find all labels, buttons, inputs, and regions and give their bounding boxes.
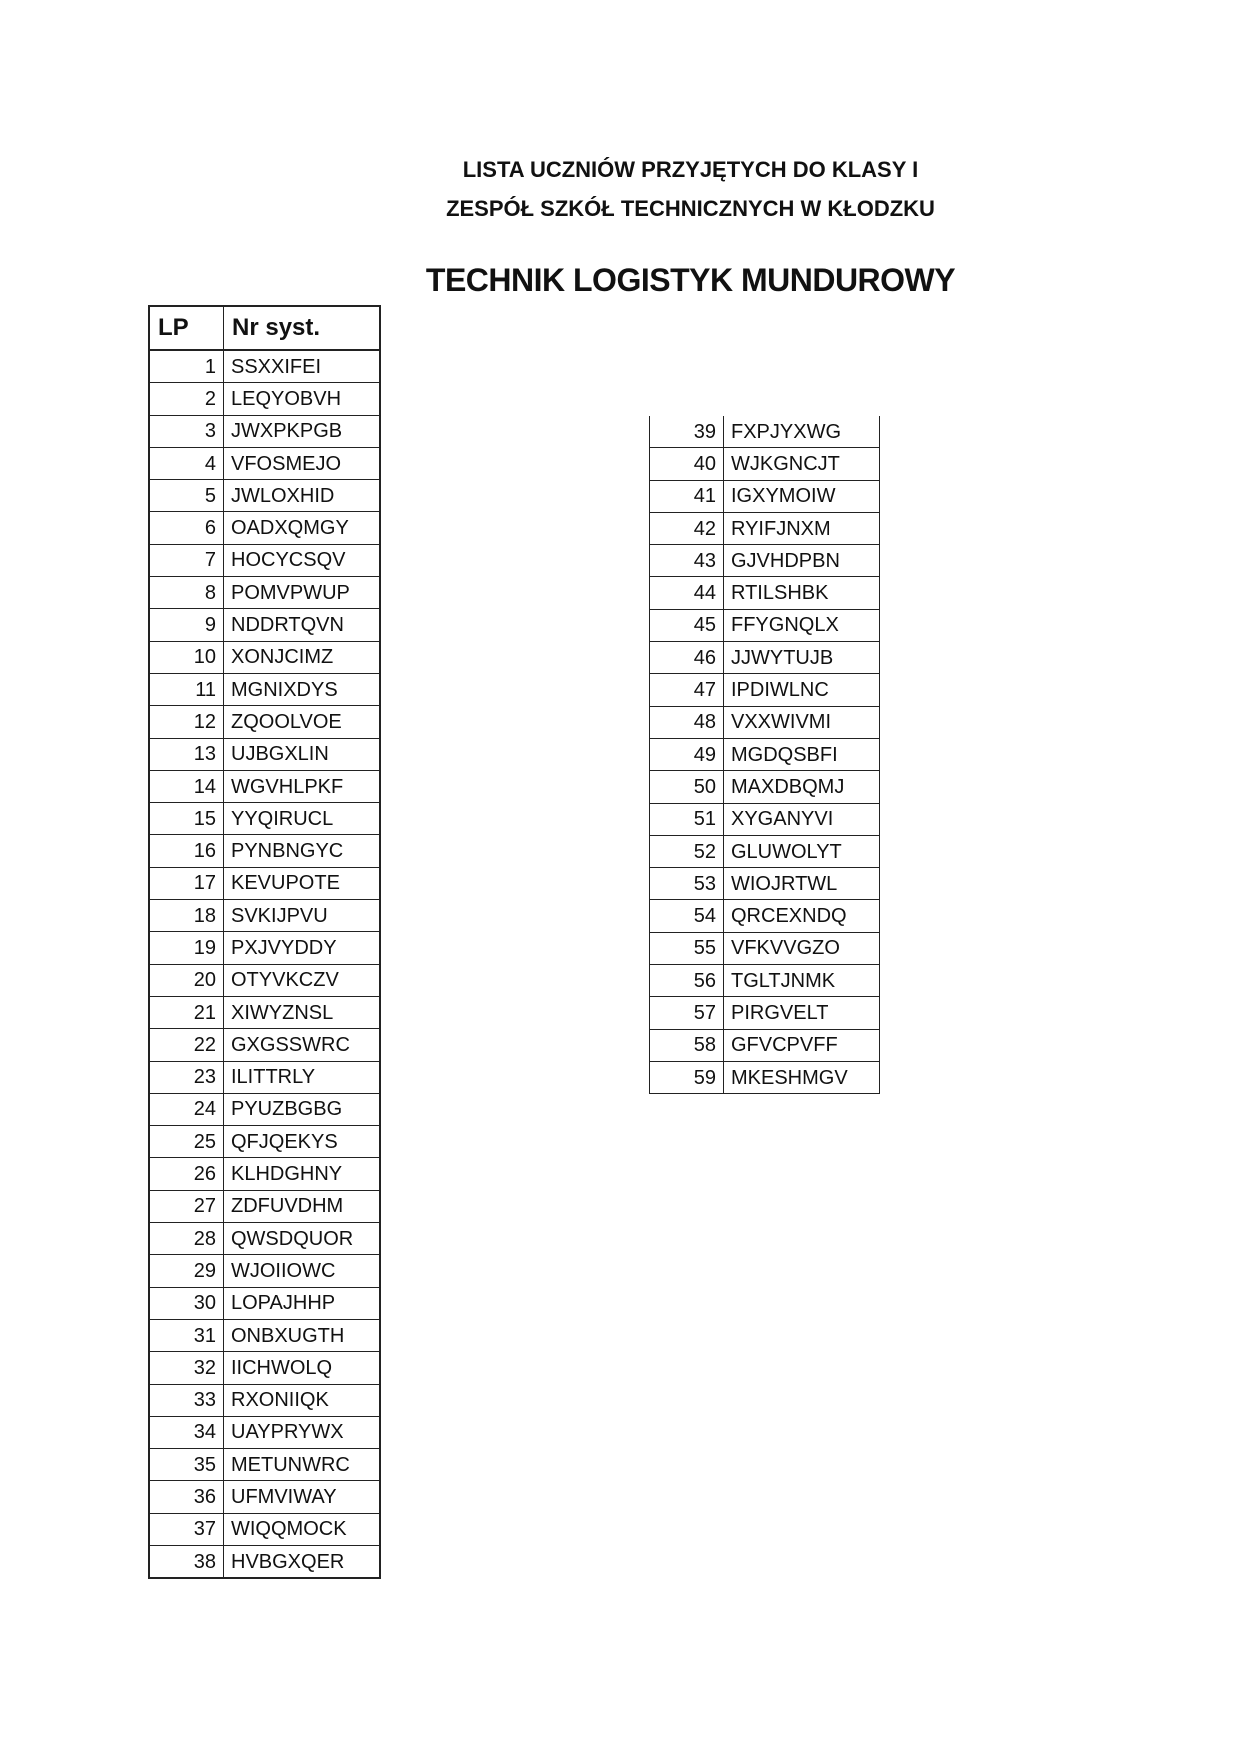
system-number: IICHWOLQ	[224, 1352, 381, 1384]
system-number: METUNWRC	[224, 1449, 381, 1481]
row-number: 21	[149, 996, 224, 1028]
table-row	[650, 965, 880, 997]
table-row	[650, 416, 880, 448]
table-row	[650, 609, 880, 641]
table-row	[650, 706, 880, 738]
table-row	[149, 577, 380, 609]
table-row	[149, 932, 380, 964]
students-table-left	[148, 305, 381, 1579]
list-heading: LISTA UCZNIÓW PRZYJĘTYCH DO KLASY I	[462, 157, 919, 182]
system-number: IPDIWLNC	[724, 674, 880, 706]
system-number: GJVHDPBN	[724, 545, 880, 577]
table-row	[149, 512, 380, 544]
system-number: GLUWOLYT	[724, 835, 880, 867]
system-number: OADXQMGY	[224, 512, 381, 544]
system-number: ZQOOLVOE	[224, 706, 381, 738]
school-name: ZESPÓŁ SZKÓŁ TECHNICZNYCH W KŁODZKU	[446, 196, 935, 221]
system-number: UJBGXLIN	[224, 738, 381, 770]
page-title: TECHNIK LOGISTYK MUNDUROWY	[425, 262, 956, 298]
row-number: 48	[650, 706, 724, 738]
system-number: QFJQEKYS	[224, 1126, 381, 1158]
row-number: 25	[149, 1126, 224, 1158]
row-number: 50	[650, 771, 724, 803]
table-row	[149, 1223, 380, 1255]
table-row	[149, 1126, 380, 1158]
row-number: 59	[650, 1061, 724, 1093]
system-number: HOCYCSQV	[224, 544, 381, 576]
row-number: 27	[149, 1190, 224, 1222]
row-number: 24	[149, 1093, 224, 1125]
table-row	[149, 350, 380, 383]
system-number: IGXYMOIW	[724, 480, 880, 512]
row-number: 47	[650, 674, 724, 706]
table-row	[149, 1255, 380, 1287]
system-number: POMVPWUP	[224, 577, 381, 609]
system-number: NDDRTQVN	[224, 609, 381, 641]
row-number: 40	[650, 448, 724, 480]
row-number: 2	[149, 383, 224, 415]
row-number: 32	[149, 1352, 224, 1384]
system-number: PYUZBGBG	[224, 1093, 381, 1125]
system-number: PYNBNGYC	[224, 835, 381, 867]
row-number: 4	[149, 447, 224, 479]
row-number: 30	[149, 1287, 224, 1319]
system-number: SSXXIFEI	[224, 350, 381, 383]
table-row	[650, 480, 880, 512]
system-number: WIOJRTWL	[724, 868, 880, 900]
system-number: MAXDBQMJ	[724, 771, 880, 803]
row-number: 19	[149, 932, 224, 964]
row-number: 46	[650, 642, 724, 674]
table-row	[149, 544, 380, 576]
row-number: 15	[149, 803, 224, 835]
table-row	[650, 803, 880, 835]
row-number: 14	[149, 770, 224, 802]
system-number: MGDQSBFI	[724, 738, 880, 770]
row-number: 45	[650, 609, 724, 641]
table-row	[149, 803, 380, 835]
row-number: 44	[650, 577, 724, 609]
row-number: 20	[149, 964, 224, 996]
system-number: MGNIXDYS	[224, 673, 381, 705]
table-row	[149, 900, 380, 932]
table-row	[650, 545, 880, 577]
table-row	[650, 1061, 880, 1093]
system-number: VXXWIVMI	[724, 706, 880, 738]
column-header-nr-syst: Nr syst.	[224, 306, 381, 350]
system-number: RTILSHBK	[724, 577, 880, 609]
row-number: 1	[149, 350, 224, 383]
row-number: 49	[650, 738, 724, 770]
row-number: 3	[149, 415, 224, 447]
table-row	[650, 738, 880, 770]
system-number: ONBXUGTH	[224, 1319, 381, 1351]
system-number: JJWYTUJB	[724, 642, 880, 674]
table-row	[149, 383, 380, 415]
row-number: 37	[149, 1513, 224, 1545]
system-number: HVBGXQER	[224, 1545, 381, 1578]
system-number: ILITTRLY	[224, 1061, 381, 1093]
row-number: 28	[149, 1223, 224, 1255]
row-number: 5	[149, 480, 224, 512]
table-row	[650, 997, 880, 1029]
system-number: SVKIJPVU	[224, 900, 381, 932]
system-number: WGVHLPKF	[224, 770, 381, 802]
table-row	[149, 996, 380, 1028]
system-number: KEVUPOTE	[224, 867, 381, 899]
row-number: 41	[650, 480, 724, 512]
system-number: XONJCIMZ	[224, 641, 381, 673]
system-number: LEQYOBVH	[224, 383, 381, 415]
row-number: 38	[149, 1545, 224, 1578]
row-number: 6	[149, 512, 224, 544]
table-row	[149, 673, 380, 705]
table-row	[149, 1481, 380, 1513]
row-number: 9	[149, 609, 224, 641]
table-row	[650, 900, 880, 932]
table-row	[650, 642, 880, 674]
table-row	[650, 448, 880, 480]
row-number: 16	[149, 835, 224, 867]
table-row	[650, 835, 880, 867]
table-row	[149, 1061, 380, 1093]
row-number: 13	[149, 738, 224, 770]
row-number: 18	[149, 900, 224, 932]
system-number: LOPAJHHP	[224, 1287, 381, 1319]
row-number: 42	[650, 512, 724, 544]
column-header-lp: LP	[149, 306, 224, 350]
row-number: 8	[149, 577, 224, 609]
row-number: 52	[650, 835, 724, 867]
table-row	[149, 835, 380, 867]
system-number: XIWYZNSL	[224, 996, 381, 1028]
system-number: WIQQMOCK	[224, 1513, 381, 1545]
row-number: 43	[650, 545, 724, 577]
row-number: 56	[650, 965, 724, 997]
table-row	[149, 641, 380, 673]
row-number: 10	[149, 641, 224, 673]
system-number: PIRGVELT	[724, 997, 880, 1029]
row-number: 51	[650, 803, 724, 835]
table-row	[650, 771, 880, 803]
table-row	[149, 964, 380, 996]
table-row	[149, 867, 380, 899]
row-number: 55	[650, 932, 724, 964]
table-row	[149, 1384, 380, 1416]
system-number: ZDFUVDHM	[224, 1190, 381, 1222]
system-number: FFYGNQLX	[724, 609, 880, 641]
table-row	[149, 738, 380, 770]
system-number: GXGSSWRC	[224, 1029, 381, 1061]
table-row	[149, 1352, 380, 1384]
system-number: VFKVVGZO	[724, 932, 880, 964]
table-row	[650, 1029, 880, 1061]
row-number: 31	[149, 1319, 224, 1351]
row-number: 17	[149, 867, 224, 899]
table-row	[149, 1513, 380, 1545]
row-number: 7	[149, 544, 224, 576]
system-number: VFOSMEJO	[224, 447, 381, 479]
table-row	[650, 868, 880, 900]
row-number: 12	[149, 706, 224, 738]
table-row	[149, 1158, 380, 1190]
row-number: 11	[149, 673, 224, 705]
row-number: 36	[149, 1481, 224, 1513]
system-number: JWXPKPGB	[224, 415, 381, 447]
system-number: YYQIRUCL	[224, 803, 381, 835]
system-number: XYGANYVI	[724, 803, 880, 835]
table-row	[149, 415, 380, 447]
system-number: TGLTJNMK	[724, 965, 880, 997]
students-table-right	[649, 416, 880, 1094]
system-number: QRCEXNDQ	[724, 900, 880, 932]
table-row	[149, 1449, 380, 1481]
system-number: KLHDGHNY	[224, 1158, 381, 1190]
table-header-row	[149, 306, 380, 350]
table-row	[650, 932, 880, 964]
table-row	[149, 1029, 380, 1061]
row-number: 53	[650, 868, 724, 900]
table-row	[149, 1287, 380, 1319]
system-number: JWLOXHID	[224, 480, 381, 512]
row-number: 57	[650, 997, 724, 1029]
row-number: 58	[650, 1029, 724, 1061]
row-number: 26	[149, 1158, 224, 1190]
row-number: 39	[650, 416, 724, 448]
row-number: 23	[149, 1061, 224, 1093]
table-row	[149, 706, 380, 738]
table-row	[149, 1545, 380, 1578]
row-number: 33	[149, 1384, 224, 1416]
system-number: GFVCPVFF	[724, 1029, 880, 1061]
row-number: 29	[149, 1255, 224, 1287]
table-row	[149, 1190, 380, 1222]
table-row	[149, 1416, 380, 1448]
table-row	[149, 770, 380, 802]
table-row	[650, 577, 880, 609]
row-number: 22	[149, 1029, 224, 1061]
system-number: QWSDQUOR	[224, 1223, 381, 1255]
row-number: 34	[149, 1416, 224, 1448]
system-number: FXPJYXWG	[724, 416, 880, 448]
system-number: UAYPRYWX	[224, 1416, 381, 1448]
table-row	[650, 512, 880, 544]
table-row	[149, 609, 380, 641]
system-number: WJKGNCJT	[724, 448, 880, 480]
system-number: WJOIIOWC	[224, 1255, 381, 1287]
system-number: RYIFJNXM	[724, 512, 880, 544]
system-number: OTYVKCZV	[224, 964, 381, 996]
system-number: MKESHMGV	[724, 1061, 880, 1093]
table-row	[650, 674, 880, 706]
table-row	[149, 1093, 380, 1125]
row-number: 54	[650, 900, 724, 932]
system-number: RXONIIQK	[224, 1384, 381, 1416]
table-row	[149, 447, 380, 479]
system-number: PXJVYDDY	[224, 932, 381, 964]
row-number: 35	[149, 1449, 224, 1481]
table-row	[149, 480, 380, 512]
table-row	[149, 1319, 380, 1351]
system-number: UFMVIWAY	[224, 1481, 381, 1513]
